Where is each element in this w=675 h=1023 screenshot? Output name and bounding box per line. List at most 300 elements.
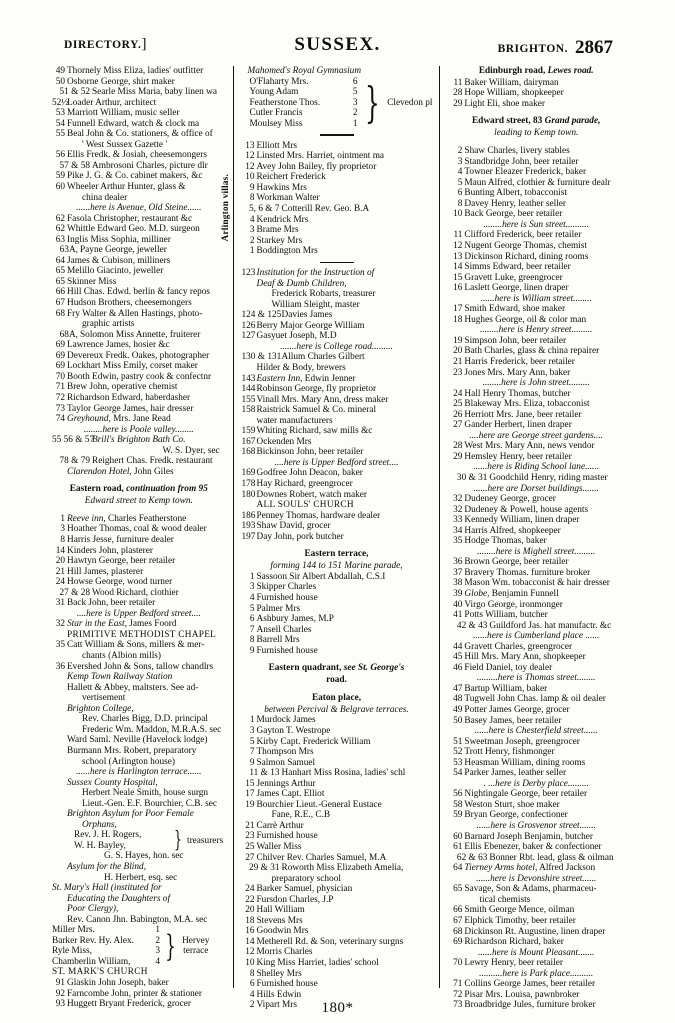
entry-text: Hope William, shopkeeper (464, 88, 564, 99)
entry-number: 92 (55, 988, 65, 999)
directory-entry (52, 967, 226, 978)
entry-text: Broadbridge Jules, furniture broker (464, 1000, 596, 1011)
directory-entry (449, 368, 623, 379)
entry-number: 36 (453, 557, 463, 568)
entry-number: 32 (55, 619, 65, 630)
entry-number: 3 (249, 726, 255, 736)
directory-entry (449, 810, 623, 821)
directory-entry (449, 99, 623, 110)
directory-entry (52, 382, 226, 393)
directory-entry (242, 374, 432, 385)
entry-text: Brame Mrs (256, 225, 299, 236)
cross-reference-line: .........here is Thomas street........ (476, 673, 596, 684)
entry-number: 21 (55, 566, 65, 577)
column-1-entries-block-2 (52, 514, 226, 830)
directory-entry (52, 224, 226, 235)
edinburgh-road-heading: Edinburgh road, Lewes road. (478, 66, 594, 76)
cross-reference-line: ......here is Grosvenor street....... (476, 821, 596, 832)
entry-number: 50 (55, 76, 65, 87)
directory-entry (52, 546, 226, 557)
directory-entry (52, 129, 226, 140)
entry-text: Waller Miss (256, 842, 302, 853)
directory-entry (449, 526, 623, 537)
entry-number: 62 (55, 224, 65, 235)
entry-text: Beal John & Co. stationers, & office of (67, 129, 213, 140)
directory-entry (52, 98, 226, 109)
entry-text: Star in the East, James Foord (67, 619, 177, 630)
entry-text: Linsted Mrs. Harriet, ointment ma (256, 151, 385, 162)
directory-entry (52, 556, 226, 567)
entry-number: 8 (457, 198, 463, 209)
house-number: 4 (155, 956, 160, 967)
directory-entry (449, 842, 623, 853)
directory-entry (242, 246, 432, 257)
entry-text: Loader Arthur, architect (67, 97, 157, 108)
entry-text: Hemsley Henry, beer retailer (464, 451, 572, 462)
eastern-terrace-subheading: forming 144 to 151 Marine parade, (270, 561, 403, 572)
entry-number: 159 (241, 426, 256, 437)
entry-number: 59 (453, 810, 463, 821)
entry-text: Ansell Charles (256, 624, 312, 635)
entry-number: 72 (453, 989, 463, 1000)
entry-number: 6 (249, 979, 255, 990)
cross-reference-line: ....here is Upper Bedford street.... (76, 608, 201, 619)
entry-text: Shaw David, grocer (256, 521, 331, 532)
directory-entry (242, 511, 432, 522)
directory-entry (52, 799, 226, 810)
entry-text: Furnished house (256, 831, 318, 842)
entry-text: Starkey Mrs (256, 235, 303, 246)
entry-text: Parker James, leather seller (464, 768, 567, 779)
directory-entry (242, 236, 432, 247)
directory-entry (52, 330, 226, 341)
directory-entry (242, 646, 432, 657)
hervey-terrace-label (182, 936, 209, 956)
cross-reference-line: ........here is Poole valley........ (83, 424, 194, 435)
entry-text: Shaw Charles, livery stables (464, 146, 570, 157)
resident-name: Miller Mrs. (52, 925, 95, 936)
entry-number: 29 (453, 451, 463, 462)
house-number: 1 (352, 118, 358, 129)
entry-text: tical chemists (479, 894, 531, 905)
entry-number: 178 (241, 479, 256, 490)
cross-reference-line: .......here is College road......... (280, 341, 393, 352)
entry-text: Devereux Fredk. Oakes, photographer (67, 350, 210, 361)
directory-entry (449, 273, 623, 284)
entry-number: 20 (453, 346, 463, 357)
entry-number: 68 (453, 926, 463, 937)
entry-number: 47 (453, 683, 463, 694)
entry-text: Eastern Inn, Edwin Jenner (256, 373, 356, 384)
entry-text: Elphick Timothy, beer retailer (464, 915, 576, 926)
heading-italic-part: continuation from 95 (126, 484, 208, 495)
entry-number: 46 (453, 662, 463, 673)
entry-text: Hill Mrs. Mary Ann, shopkeeper (464, 652, 586, 663)
entry-number: 9 (249, 645, 255, 656)
entry-text: Catt William & Sons, millers & mer- (67, 640, 205, 651)
directory-entry (242, 895, 432, 906)
directory-entry (242, 151, 432, 162)
entry-text: Huggett Bryant Frederick, grocer (67, 999, 191, 1010)
entry-text: Fry Walter & Allen Hastings, photo- (67, 308, 203, 319)
house-number: 3 (352, 97, 358, 108)
heading-italic-part: Lewes road. (547, 66, 594, 76)
entry-text: Blakeway Mrs. Eliza, tobacconist (464, 399, 590, 410)
directory-entry (242, 747, 432, 758)
directory-entry (242, 958, 432, 969)
directory-entry (242, 193, 432, 204)
entry-number: 12 (245, 947, 255, 958)
entry-text: Farncombe John, printer & stationer (67, 988, 203, 999)
directory-entry (449, 832, 623, 843)
entry-text: Asylum for the Blind, (67, 861, 147, 872)
entry-number: 72 (55, 392, 65, 403)
eaton-place-subheading: between Percival & Belgrave terraces. (264, 704, 409, 715)
directory-entry (242, 426, 432, 437)
entry-text: Workman Walter (256, 193, 320, 204)
directory-entry (449, 916, 623, 927)
entry-number: 24 (55, 577, 65, 588)
directory-entry (242, 215, 432, 226)
entry-text: Smith Edward, shoe maker (464, 304, 566, 315)
column-2-entries-block-1 (242, 141, 432, 257)
eaton-place-heading: Eaton place, (311, 692, 362, 703)
entry-text: ALL SOULS' CHURCH (256, 500, 354, 511)
directory-entry (52, 662, 226, 673)
treasurers-label: treasurers (187, 835, 224, 846)
entry-number: 7 (249, 747, 255, 758)
directory-entry (52, 672, 226, 683)
entry-text: Trott Henry, fishmonger (464, 747, 555, 758)
directory-entry (52, 245, 226, 256)
directory-entry (52, 119, 226, 130)
directory-entry (449, 990, 623, 1001)
eastern-road-subheading: Edward street to Kemp town. (84, 496, 193, 507)
entry-text: Basey James, beer retailer (464, 715, 562, 726)
heading-italic-part: see St. George's (343, 663, 405, 674)
directory-entry (52, 535, 226, 546)
directory-entry (242, 625, 432, 636)
entry-text: Barnard Joseph Benjamin, butcher (464, 831, 593, 842)
entry-text: Hills Edwin (256, 989, 302, 1000)
entry-text: Light Eli, shoe maker (464, 98, 545, 109)
directory-entry (52, 809, 226, 820)
directory-entry (242, 268, 432, 279)
directory-entry (52, 266, 226, 277)
entry-text: Hilder & Body, brewers (256, 363, 346, 373)
entry-text: Bartup William, baker (464, 683, 548, 694)
column-rule-1 (233, 66, 234, 988)
directory-entry (52, 235, 226, 246)
entry-number: 21 (453, 356, 463, 367)
entry-text: Dickinson Rt. Augustine, linen draper (464, 926, 606, 937)
directory-entry (52, 978, 226, 989)
entry-number: 29 & 31 (249, 863, 280, 874)
directory-entry (52, 651, 226, 662)
entry-number: 33 (453, 515, 463, 526)
entry-text: Maun Alfred, clothier & furniture dealr (464, 177, 611, 188)
directory-entry (242, 500, 432, 511)
entry-number: 60 (453, 831, 463, 842)
directory-entry (449, 157, 623, 168)
entry-number: 39 (453, 589, 463, 599)
directory-entry (242, 990, 432, 1001)
directory-entry (242, 352, 432, 363)
entry-number: 167 (241, 436, 256, 447)
directory-entry (52, 619, 226, 630)
entry-number: 51 & 52 (59, 87, 90, 98)
entry-text: Stevens Mrs (256, 915, 303, 926)
directory-entry (52, 683, 226, 694)
directory-entry (242, 593, 432, 604)
entry-number: 63A, (59, 245, 78, 256)
cross-reference-line: ......here are Dorset buildings....... (473, 483, 599, 494)
entry-number: 20 (245, 905, 255, 916)
entry-text: Kinders John, plasterer (67, 545, 153, 556)
entry-number: 14 (245, 936, 255, 947)
directory-entry (242, 172, 432, 183)
hervey-terrace-label-line2: terrace (183, 946, 209, 957)
entry-number: 68 (55, 308, 65, 319)
cross-reference-line: ......here is Devonshire street...... (476, 873, 597, 884)
entry-text: Heasman William, dining rooms (464, 757, 586, 768)
entry-text: Lewry Henry, beer retailer (464, 958, 563, 969)
entry-text: Richardson Edward, haberdasher (67, 392, 191, 403)
entry-number: 155 (241, 394, 256, 405)
house-number: 2 (155, 935, 160, 946)
entry-text: Evershed John & Sons, tallow chandlrs (67, 661, 214, 672)
entry-number: 53 (55, 108, 65, 119)
directory-entry (449, 578, 623, 589)
entry-text: Metherell Rd. & Son, veterinary surgns (256, 936, 404, 947)
entry-text: Hughes George, oil & color man (464, 314, 587, 325)
entry-text: Tierney Arms hotel, Alfred Jackson (464, 863, 596, 874)
entry-text: Orphans, (82, 819, 117, 830)
entry-number: 19 (453, 335, 463, 346)
directory-entry (52, 298, 226, 309)
entry-number: 27 (245, 852, 255, 863)
entry-text: Brighton College, (67, 703, 134, 714)
entry-number: 19 (245, 799, 255, 810)
directory-entry (242, 874, 432, 885)
entry-number: 8 (249, 635, 255, 646)
directory-entry (242, 447, 432, 458)
entry-text: Nightingale George, beer retailer (464, 789, 588, 800)
entry-number: 10 (453, 209, 463, 220)
entry-number: 23 (453, 367, 463, 378)
entry-number: 49 (453, 705, 463, 716)
entry-number: 52 (453, 747, 463, 758)
entry-text: Gander Herbert, linen draper (464, 420, 572, 431)
entry-text: Thompson Mrs (256, 747, 314, 758)
entry-text: Smith George Mence, oilman (464, 905, 575, 916)
cross-reference-line: ......here is William street........ (480, 293, 592, 304)
directory-entry (449, 515, 623, 526)
directory-entry (242, 969, 432, 980)
entry-number: 1 (249, 246, 255, 257)
directory-entry (52, 150, 226, 161)
arlington-villas-side-label: Arlington villas. (221, 174, 232, 242)
entry-text: King Miss Harriet, ladies' school (256, 958, 379, 969)
entry-text: Raistrick Samuel & Co. mineral (256, 405, 377, 416)
entry-text: Fane, R.E., C.B (271, 810, 331, 821)
entry-text: Cotterill Rev. Geo. B.A (281, 203, 370, 214)
entry-number: 168 (241, 447, 256, 458)
entry-text: Bravery Thomas. furniture broker (464, 567, 591, 578)
entry-text: Downes Robert, watch maker (256, 489, 367, 500)
entry-number: 67 (453, 915, 463, 926)
directory-entry (242, 863, 432, 874)
entry-text: Reichert Frederick (256, 172, 326, 183)
entry-text: Barker Samuel, physician (256, 884, 353, 895)
directory-entry (52, 361, 226, 372)
directory-entry (242, 416, 432, 427)
entry-number: 8 (249, 968, 255, 979)
entry-text: Gravett Luke, greengrocer (464, 272, 563, 283)
entry-number: 124 & 125 (241, 310, 282, 321)
clevedon-place-label: Clevedon pl (387, 97, 433, 108)
running-head (52, 34, 623, 60)
resident-name: Ryle Miss, (52, 946, 92, 957)
directory-entry (449, 262, 623, 273)
directory-entry (52, 704, 226, 715)
directory-entry (449, 389, 623, 400)
entry-number: 56 (453, 789, 463, 800)
entry-text: Gayton T. Westrope (256, 726, 331, 736)
directory-entry (52, 446, 226, 457)
cross-reference-line: ......here is Harlington terrace...... (76, 767, 202, 778)
entry-number: 65 (55, 276, 65, 287)
directory-entry (449, 209, 623, 220)
entry-text: Bryan George, confectioner (464, 810, 568, 821)
column-container (52, 66, 623, 1011)
entry-text: Glaskin John Joseph, baker (67, 977, 169, 988)
column-1-entries-block-1 (52, 66, 226, 477)
directory-entry (449, 800, 623, 811)
entry-text: Carrè Arthur (256, 820, 304, 831)
cross-reference-line: ....here are George street gardens.... (469, 430, 603, 441)
entry-text: Skinner Miss (67, 276, 117, 287)
directory-entry (52, 778, 226, 789)
entry-text: Melillo Giacinto, jeweller (67, 266, 164, 277)
column-2-entries-block-4 (242, 715, 432, 1010)
directory-entry (449, 536, 623, 547)
entry-number: 93 (55, 999, 65, 1010)
treasurer-name: W. H. Bayley, (74, 840, 126, 851)
entry-number: 1 (60, 513, 65, 524)
directory-entry (52, 393, 226, 404)
entry-number: 144 (241, 384, 256, 395)
directory-entry (52, 372, 226, 383)
cross-reference-line: ......here is Cumberland place ...... (473, 631, 600, 642)
entry-name-italic: Globe, (464, 589, 490, 599)
directory-entry (242, 183, 432, 194)
entry-text: Whittle Edward Geo. M.D. surgeon (67, 224, 200, 235)
entry-number: 143 (241, 373, 256, 384)
brace-icon: } (364, 77, 380, 127)
directory-entry (449, 895, 623, 906)
entry-number: 12 (245, 161, 255, 172)
entry-number: 130 & 131 (241, 352, 282, 363)
entry-text: Furnished house (256, 645, 318, 656)
directory-entry (449, 399, 623, 410)
directory-entry (449, 610, 623, 621)
clevedon-place-brace-group (250, 77, 432, 130)
directory-entry (242, 310, 432, 321)
entry-text: Globe, Benjamin Funnell (464, 589, 559, 599)
directory-entry (242, 572, 432, 583)
directory-entry (52, 820, 226, 831)
directory-entry (449, 473, 623, 484)
entry-text: Richardson Richard, baker (464, 937, 564, 948)
entry-text: James Capt. Elliot (256, 789, 325, 800)
entry-text: Palmer Mrs (256, 603, 301, 614)
entry-text: St. Mary's Hall (instituted for (52, 883, 162, 894)
directory-entry (449, 88, 623, 99)
directory-entry (449, 642, 623, 653)
entry-text: Ellis Ebenezer, baker & confectioner (464, 842, 602, 853)
entry-number: 2 (249, 235, 255, 246)
entry-text: Bunting Albert, tobacconist (464, 188, 567, 199)
entry-number: 2 (249, 1000, 255, 1011)
entry-number: 59 (55, 171, 65, 182)
entry-number: 68A, (59, 329, 78, 340)
entry-text: Tugwell John Chas. lamp & oil dealer (464, 694, 606, 705)
entry-text: Hawkins Mrs (256, 182, 307, 193)
entry-text: Vinall Mrs. Mary Ann, dress maker (256, 394, 389, 405)
directory-entry (449, 979, 623, 990)
entry-text: Rev. Charles Bigg, D.D. principal (82, 714, 208, 725)
entry-number: 127 (241, 331, 256, 342)
entry-text: Morris Charles (256, 947, 313, 958)
directory-entry (449, 684, 623, 695)
entry-number: 44 (453, 641, 463, 652)
directory-entry (242, 279, 432, 290)
entry-name-italic: Greyhound, (67, 414, 111, 425)
entry-number: 38 (453, 578, 463, 589)
column-1 (52, 66, 232, 1010)
entry-text: Dudeney George, grocer (464, 494, 556, 505)
directory-entry (242, 715, 432, 726)
entry-text: Barrell Mrs (256, 635, 300, 646)
entry-number: 91 (55, 977, 65, 988)
entry-number: 11 & 13 (249, 768, 280, 779)
entry-number: 2 (457, 146, 463, 157)
entry-number: 5 (457, 177, 463, 188)
entry-number: 10 (245, 958, 255, 969)
entry-text: Chilver Rev. Charles Samuel, M.A (256, 852, 387, 863)
column-2-entries-block-3 (242, 572, 432, 656)
entry-number: 3 (249, 225, 255, 236)
house-number: 3 (155, 946, 160, 957)
directory-entry (449, 789, 623, 800)
entry-text: Lockhart Miss Emily, corset maker (67, 361, 198, 372)
entry-text: Bonner Rbt. lead, glass & oilman (489, 852, 614, 863)
entry-text: Sweetman Joseph, greengrocer (464, 736, 580, 747)
entry-name-italic: Star in the East, (67, 619, 127, 630)
entry-text: Brew John, operative chemist (67, 382, 178, 393)
entry-number: 36 (55, 661, 65, 672)
entry-number: 67 (55, 298, 65, 309)
directory-entry (242, 162, 432, 173)
brace-icon: } (165, 928, 176, 964)
entry-number: 1 (249, 715, 255, 726)
entry-number: 197 (241, 531, 256, 542)
edward-street-heading: Edward street, 83 Grand parade, (471, 116, 601, 127)
entry-text: Searle Miss Maria, baby linen wa (92, 87, 217, 98)
directory-entry (242, 821, 432, 832)
entry-text: Boddington Mrs (256, 246, 318, 257)
